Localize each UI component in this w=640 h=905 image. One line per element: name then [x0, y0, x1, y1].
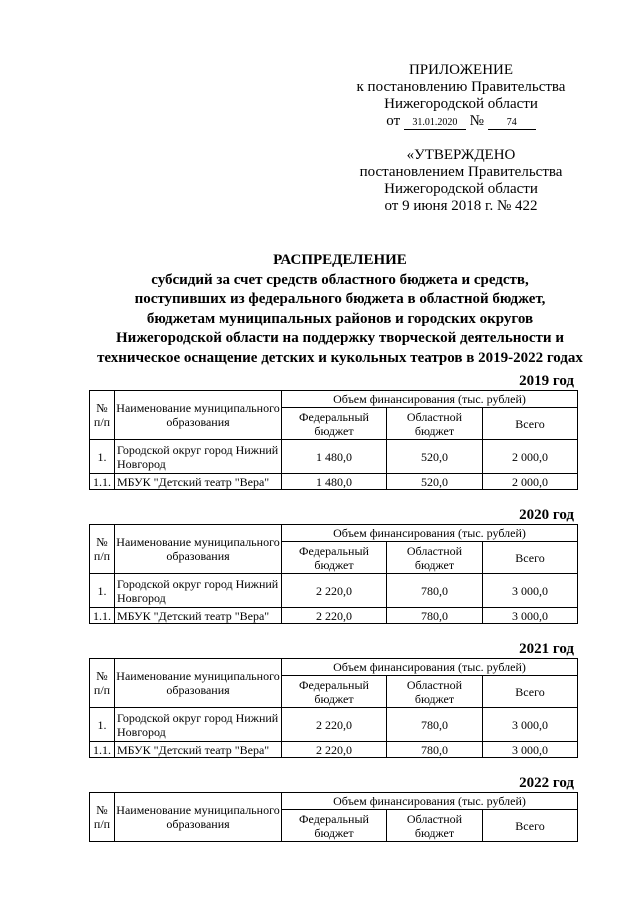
row-name: Городской округ город Нижний Новгород — [115, 708, 282, 742]
financing-table-2019 — [89, 390, 578, 490]
approved-line-3: Нижегородской области — [384, 181, 538, 197]
title-line-3: поступивших из федерального бюджета в областной бюджет, — [134, 291, 546, 307]
header-total: Всего — [483, 810, 578, 842]
row-total: 3 000,0 — [483, 742, 578, 758]
header-financing: Объем финансирования (тыс. рублей) — [282, 525, 578, 542]
row-num: 1.1. — [90, 742, 115, 758]
title-line-4: бюджетам муниципальных районов и городских округов — [146, 310, 534, 327]
table-row — [90, 440, 578, 474]
header-name: Наименование муниципального образования — [115, 525, 282, 574]
row-name: МБУК "Детский театр "Вера" — [115, 742, 282, 758]
header-financing: Объем финансирования (тыс. рублей) — [282, 391, 578, 408]
approved-line-4: от 9 июня 2018 г. № 422 — [384, 198, 538, 214]
approved-line-2: постановлением Правительства — [359, 164, 563, 180]
date-value: 31.01.2020 — [404, 117, 466, 130]
document-title — [60, 251, 620, 368]
row-regional: 780,0 — [387, 574, 483, 608]
row-name: Городской округ город Нижний Новгород — [115, 440, 282, 474]
year-heading-2021: 2021 год — [519, 641, 574, 657]
header-name: Наименование муниципального образования — [115, 659, 282, 708]
appendix-heading: ПРИЛОЖЕНИЕ — [408, 62, 514, 78]
year-heading-2020: 2020 год — [519, 507, 574, 523]
row-num: 1. — [90, 440, 115, 474]
header-name: Наименование муниципального образования — [115, 391, 282, 440]
table-row — [90, 742, 578, 758]
number-sign: № — [469, 113, 484, 129]
appendix-line-2: Нижегородской области — [384, 96, 538, 112]
row-regional: 780,0 — [387, 742, 483, 758]
table-row — [90, 708, 578, 742]
row-name: МБУК "Детский театр "Вера" — [115, 474, 282, 490]
header-num: № п/п — [90, 525, 115, 574]
header-financing: Объем финансирования (тыс. рублей) — [282, 793, 578, 810]
row-federal: 1 480,0 — [282, 474, 387, 490]
title-line-2: субсидий за счет средств областного бюджета и средств, — [151, 271, 529, 288]
row-total: 2 000,0 — [483, 474, 578, 490]
header-federal: Федеральный бюджет — [282, 408, 387, 440]
financing-table-2020 — [89, 524, 578, 624]
header-regional: Областной бюджет — [387, 810, 483, 842]
appendix-line-1: к постановлению Правительства — [356, 79, 566, 95]
row-federal: 2 220,0 — [282, 574, 387, 608]
header-num: № п/п — [90, 793, 115, 842]
row-regional: 520,0 — [387, 474, 483, 490]
row-num: 1.1. — [90, 608, 115, 624]
row-regional: 780,0 — [387, 708, 483, 742]
header-num: № п/п — [90, 659, 115, 708]
header-federal: Федеральный бюджет — [282, 810, 387, 842]
table-row — [90, 574, 578, 608]
table-row — [90, 474, 578, 490]
row-regional: 520,0 — [387, 440, 483, 474]
header-federal: Федеральный бюджет — [282, 676, 387, 708]
appendix-date-line — [343, 113, 579, 130]
header-financing: Объем финансирования (тыс. рублей) — [282, 659, 578, 676]
row-regional: 780,0 — [387, 608, 483, 624]
year-heading-2019: 2019 год — [519, 373, 574, 389]
header-total: Всего — [483, 676, 578, 708]
title-line-1: РАСПРЕДЕЛЕНИЕ — [273, 252, 407, 268]
year-heading-2022: 2022 год — [519, 775, 574, 791]
header-regional: Областной бюджет — [387, 408, 483, 440]
row-total: 3 000,0 — [483, 608, 578, 624]
row-total: 3 000,0 — [483, 574, 578, 608]
row-federal: 2 220,0 — [282, 742, 387, 758]
table-row — [90, 608, 578, 624]
financing-table-2022 — [89, 792, 578, 842]
row-name: МБУК "Детский театр "Вера" — [115, 608, 282, 624]
row-name: Городской округ город Нижний Новгород — [115, 574, 282, 608]
header-regional: Областной бюджет — [387, 676, 483, 708]
row-num: 1.1. — [90, 474, 115, 490]
number-value: 74 — [488, 117, 536, 130]
row-num: 1. — [90, 708, 115, 742]
approved-line-1: «УТВЕРЖДЕНО — [406, 147, 516, 163]
header-regional: Областной бюджет — [387, 542, 483, 574]
appendix-block — [343, 62, 579, 130]
row-federal: 2 220,0 — [282, 708, 387, 742]
header-federal: Федеральный бюджет — [282, 542, 387, 574]
approved-block — [343, 147, 579, 215]
financing-table-2021 — [89, 658, 578, 758]
header-num: № п/п — [90, 391, 115, 440]
date-prefix: от — [386, 113, 401, 129]
row-total: 3 000,0 — [483, 708, 578, 742]
header-name: Наименование муниципального образования — [115, 793, 282, 842]
row-federal: 1 480,0 — [282, 440, 387, 474]
header-total: Всего — [483, 408, 578, 440]
row-total: 2 000,0 — [483, 440, 578, 474]
title-line-6: техническое оснащение детских и кукольных театров в 2019-2022 годах — [97, 349, 583, 366]
row-num: 1. — [90, 574, 115, 608]
title-line-5: Нижегородской области на поддержку творческой деятельности и — [116, 330, 564, 346]
header-total: Всего — [483, 542, 578, 574]
row-federal: 2 220,0 — [282, 608, 387, 624]
